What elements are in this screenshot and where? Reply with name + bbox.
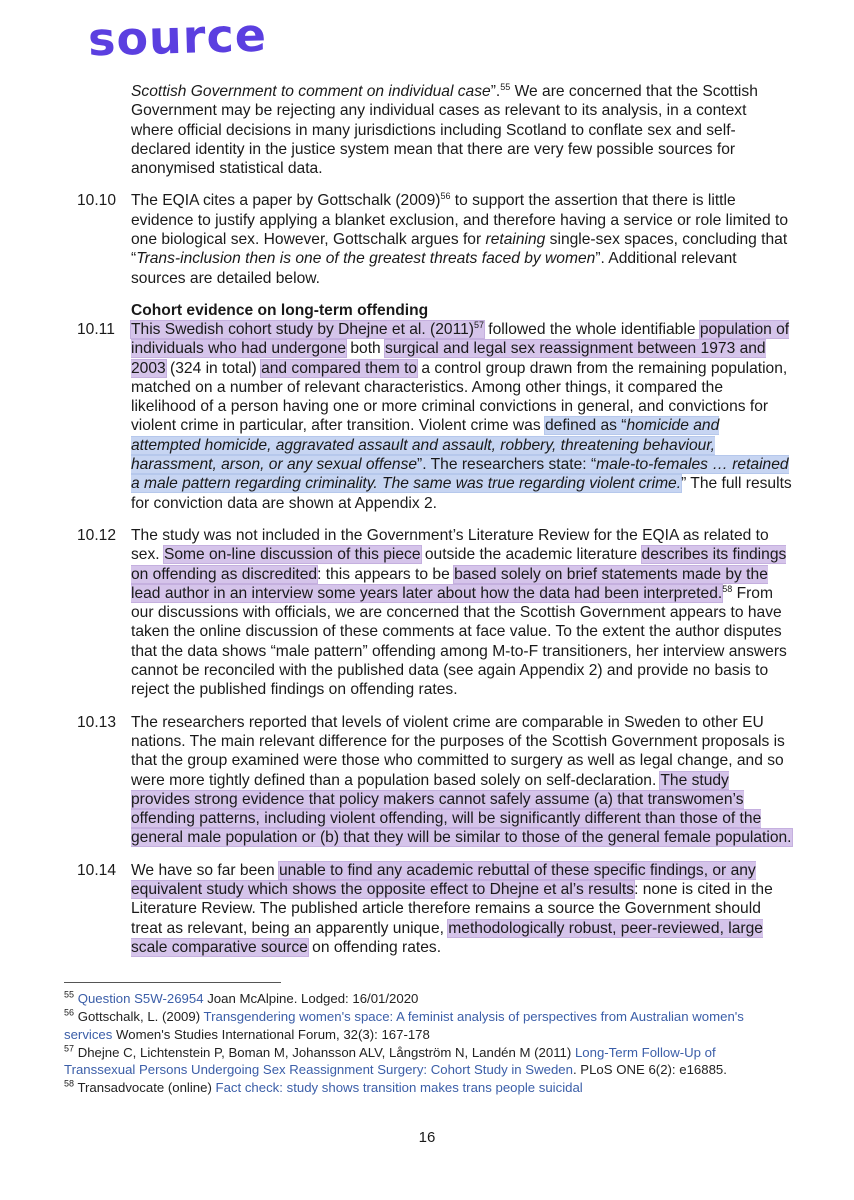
paragraph-number: 10.14	[77, 861, 117, 879]
paragraph-10-13: 10.13 The researchers reported that levels of violent crime are comparable in Sweden to other EU nations. The main relevant difference for the purposes of the Scottish Government proposals is that the group examined were those who committed to surgery as well as legal change, and so were more tightly defined than a population based solely on self-declaration. The study provides strong evidence that policy makers cannot safely assume (a) that transwomen’s offending patterns, including violent offending, will be significantly different than those of the general male population or (b) that they will be similar to those of the general female population.	[77, 713, 792, 847]
highlight: and compared them to	[261, 359, 418, 377]
highlight: unable to find any academic rebuttal of these specific findings, or any equivalent study which shows the opposite effect to Dhejne et al’s results	[131, 861, 756, 898]
highlight: surgical and legal sex reassignment between 1973 and 2003	[131, 340, 766, 377]
footnote-58: $^{58}$ Transadvocate (online) Fact check: study shows transition makes trans people suicidal	[64, 1079, 583, 1096]
section-heading: Cohort evidence on long-term offending	[131, 301, 429, 319]
footnote-56: $^{56}$ Gottschalk, L. (2009) Transgendering women's space: A feminist analysis of perspectives from Australian women's services Women's Studies International Forum, 32(3): 167-178	[64, 1007, 744, 1042]
highlight: Some on-line discussion of this piece	[163, 546, 421, 564]
paragraph-intro: Scottish Government to comment on individual case”.$^{55}$ We are concerned that the Scottish Government may be rejecting any individual cases as relevant to its analysis, in a context where official decisions in many jurisdictions including Scotland to conflate sex and self-declared identity in the justice system mean that there are very few possible sources for anonymised statistical data.	[131, 81, 758, 178]
highlight-blue: defined as “homicide and attempted homicide, aggravated assault and assault, robbery, threatening behaviour, harassment, arson, or any sexual offense”. The researchers state: “male-to-females … retained a male pattern regarding criminality. The same was true regarding violent crime.	[131, 417, 789, 493]
paragraph-10-10: 10.10 The EQIA cites a paper by Gottschalk $(2009)^{56}$ to support the assertion that there is little evidence to justify applying a blanket exclusion, and therefore having a service or role limited to one biological sex. However, Gottschalk argues for retaining single-sex spaces, concluding that “Trans-inclusion then is one of the greatest threats faced by women”. Additional relevant sources are detailed below.	[77, 191, 789, 287]
highlight: The study provides strong evidence that policy makers cannot safely assume (a) that transwomen’s offending patterns, including violent offending, will be significantly different than those of the general male population or (b) that they will be similar to those of the general female population.	[131, 771, 792, 847]
highlight: methodologically robust, peer-reviewed, large scale comparative source	[131, 919, 763, 956]
footnote-57: $^{57}$ Dhejne C, Lichtenstein P, Boman M, Johansson ALV, Långström N, Landén M (2011) Long-Term Follow-Up of Transsexual Persons Undergoing Sex Reassignment Surgery: Cohort Study in Sweden. PLoS ONE 6(2): e16885.	[64, 1043, 727, 1078]
paragraph-10-12: 10.12 The study was not included in the Government’s Literature Review for the EQIA as related to sex. Some on-line discussion of this piece outside the academic literature describes its findings on offending as discredited: this appears to be based solely on brief statements made by the lead author in an interview some years later about how the data had been interpreted.$^{58}$ From our discussions with officials, we are concerned that the Scottish Government appears to have taken the online discussion of these comments at face value. To the extent the author disputes that the data shows “male pattern” offending among M-to-F transitioners, her interview answers cannot be reconciled with the published data (see again Appendix 2) and provide no basis to reject the published findings on offending rates.	[77, 526, 787, 699]
highlight: based solely on brief statements made by the lead author in an interview some years later about how the data had been interpreted.	[131, 565, 768, 602]
footnote-link[interactable]: Question S5W-26954	[77, 991, 204, 1006]
paragraph-10-11: 10.11 This Swedish cohort study by Dhejne et al. $(2011)^{57}$ followed the whole identifiable population of individuals who had undergone both surgical and legal sex reassignment between 1973 and 2003 (324 in total) and compared them to a control group drawn from the remaining population, matched on a number of relevant characteristics. Among other things, it compared the likelihood of a person having one or more criminal convictions in general, and convictions for violent crime in particular, after transition. Violent crime was defined as “homicide and attempted homicide, aggravated assault and assault, robbery, threatening behaviour, harassment, arson, or any sexual offense”. The researchers state: “male-to-females … retained a male pattern regarding criminality. The same was true regarding violent crime.” The full results for conviction data are shown at Appendix 2.	[77, 319, 792, 512]
paragraph-number: 10.10	[77, 192, 117, 210]
document-body	[0, 82, 854, 970]
footnote-link[interactable]: Long-Term Follow-Up of Transsexual Persons Undergoing Sex Reassignment Surgery: Cohort Study in Sweden	[64, 1044, 716, 1078]
highlight: population of individuals who had undergone	[131, 320, 790, 358]
footnote-link[interactable]: Transgendering women's space: A feminist analysis of perspectives from Australian women's services	[64, 1009, 744, 1042]
handwritten-annotation: source	[87, 7, 268, 67]
paragraph-number: 10.13	[77, 713, 117, 731]
highlight: This Swedish cohort study by Dhejne et al. $(2011)^{57}$	[131, 319, 484, 338]
page-number: 16	[418, 1129, 436, 1146]
paragraph-number: 10.12	[77, 526, 117, 544]
highlight: describes its findings on offending as discredited	[131, 546, 787, 583]
paragraph-number: 10.11	[77, 320, 115, 338]
footnotes	[64, 990, 784, 1098]
footnote-divider	[64, 982, 281, 983]
paragraph-10-14: 10.14 We have so far been unable to find any academic rebuttal of these specific findings, or any equivalent study which shows the opposite effect to Dhejne et al’s results: none is cited in the Literature Review. The published article therefore remains a source the Government should treat as relevant, being an apparently unique, methodologically robust, peer-reviewed, large scale comparative source on offending rates.	[77, 861, 773, 956]
footnote-link[interactable]: Fact check: study shows transition makes trans people suicidal	[215, 1080, 583, 1096]
footnote-55: $^{55}$ Question S5W-26954 Joan McAlpine. Lodged: 16/01/2020	[64, 989, 419, 1006]
